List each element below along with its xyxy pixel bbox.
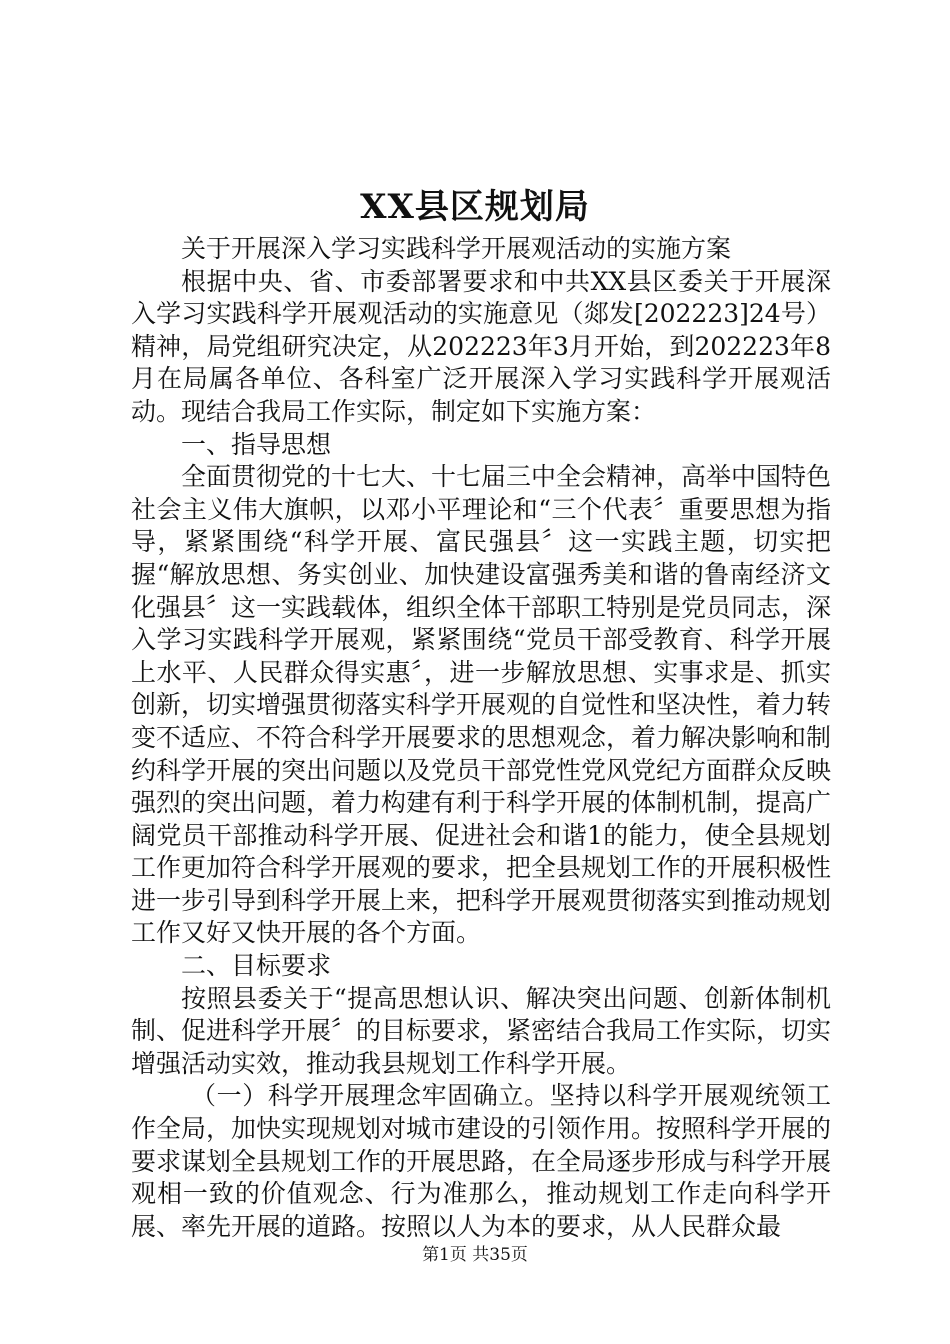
document-subtitle: 关于开展深入学习实践科学开展观活动的实施方案 — [181, 234, 732, 263]
section2-paragraph: 按照县委关于“提高思想认识、解决突出问题、创新体制机制、促进科学开展〞的目标要求，紧密结合我局工作实际，切实增强活动实效，推动我县规划工作科学开展。 — [131, 983, 832, 1078]
item1-paragraph: （一）科学开展理念牢固确立。坚持以科学开展观统领工作全局，加快实现规划对城市建设的引领作用。按照科学开展的要求谋划全县规划工作的开展思路，在全局逐步形成与科学开展观相一致的价值观念、行为准那么，推动规划工作走向科学开展、率先开展的道路。按照以人为本的要求，从人民群众最 — [131, 1081, 832, 1241]
section1-heading: 一、指导思想 — [181, 429, 332, 459]
document-body — [131, 233, 831, 1243]
intro-paragraph: 根据中央、省、市委部署要求和中共XX县区委关于开展深入学习实践科学开展观活动的实施意见（郯发[202223]24号）精神，局党组研究决定，从202223年3月开始，到202223年8月在局属各单位、各科室广泛开展深入学习实践科学开展观活动。现结合我局工作实际，制定如下实施方案： — [131, 266, 831, 426]
document-title: XX县区规划局 — [360, 187, 590, 227]
section2-heading: 二、目标要求 — [181, 951, 332, 981]
section1-paragraph: 全面贯彻党的十七大、十七届三中全会精神，高举中国特色社会主义伟大旗帜，以邓小平理论和“三个代表〞重要思想为指导，紧紧围绕“科学开展、富民强县〞这一实践主题，切实把握“解放思想、务实创业、加快建设富强秀美和谐的鲁南经济文化强县〞这一实践载体，组织全体干部职工特别是党员同志，深入学习实践科学开展观，紧紧围绕“党员干部受教育、科学开展上水平、人民群众得实惠〞，进一步解放思想、实事求是、抓实创新，切实增强贯彻落实科学开展观的自觉性和坚决性，着力转变不适应、不符合科学开展要求的思想观念，着力解决影响和制约科学开展的突出问题以及党员干部党性党风党纪方面群众反映强烈的突出问题，着力构建有利于科学开展的体制机制，提高广阔党员干部推动科学开展、促进社会和谐1的能力，使全县规划工作更加符合科学开展观的要求，把全县规划工作的开展积极性进一步引导到科学开展上来，把科学开展观贯彻落实到推动规划工作又好又快开展的各个方面。 — [131, 462, 832, 948]
page-footer: 第1页 共35页 — [422, 1245, 528, 1265]
